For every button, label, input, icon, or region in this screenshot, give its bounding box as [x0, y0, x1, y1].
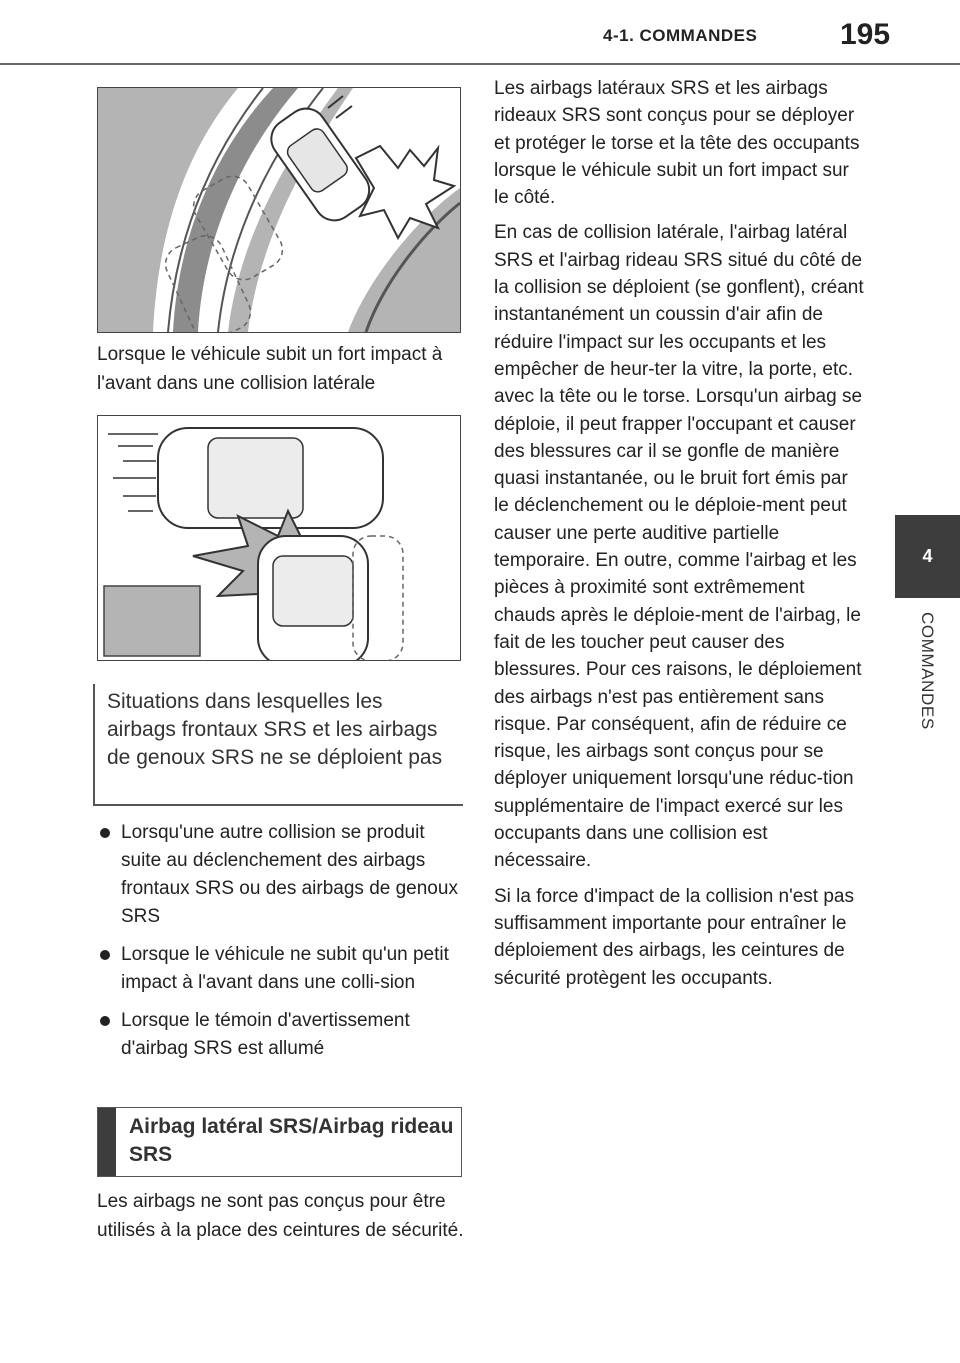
header-rule — [0, 63, 960, 65]
section-heading-text: Airbag latéral SRS/Airbag rideau SRS — [129, 1115, 454, 1166]
collision-illustration-1 — [98, 88, 460, 332]
section-heading-bar — [98, 1108, 116, 1176]
paragraph: Les airbags latéraux SRS et les airbags rideaux SRS sont conçus pour se déployer et protéger le torse et la tête des occupants lorsque le véhicule subit un fort impact sur le côté. — [494, 78, 860, 209]
list-item: Lorsque le témoin d'avertissement d'airbag SRS est allumé — [97, 1007, 467, 1063]
collision-illustration-2 — [98, 416, 460, 660]
section-title: 4-1. COMMANDES — [603, 26, 758, 45]
paragraph: Si la force d'impact de la collision n'est pas suffisamment importante pour entraîner le déploiement des airbags, les ceintures de sécurité protègent les occupants. — [494, 885, 854, 989]
list-item: Lorsqu'une autre collision se produit suite au déclenchement des airbags frontaux SRS ou des airbags de genoux SRS — [97, 819, 467, 931]
section-heading — [97, 1107, 462, 1177]
collision-figure-2 — [97, 415, 461, 661]
note-paragraph: Les airbags ne sont pas conçus pour être utilisés à la place des ceintures de sécurité. — [97, 1191, 464, 1241]
chapter-label-text: COMMANDES — [918, 612, 937, 730]
collision-figure-1 — [97, 87, 461, 333]
paragraph: En cas de collision latérale, l'airbag latéral SRS et l'airbag rideau SRS situé du côté de la collision se déploient (se gonflent), créant instantanément un coussin d'air afin de réduire l'impact sur les occupants et les empêcher de heur-ter la vitre, la porte, etc. avec la tête ou le torse. Lorsqu'un airbag se déploie, il peut frapper l'occupant et causer des blessures car il se gonfle de manière quasi instantanée, ou le bruit fort émis par le déclenchement ou le déploie-ment peut causer une perte auditive partielle temporaire. En outre, comme l'airbag et les pièces à proximité sont extrêmement chauds après le déploie-ment de l'airbag, le fait de les toucher peut causer des blessures. Pour ces raisons, le déploiement des airbags n'est pas entièrement sans risque. Par conséquent, afin de réduire ce risque, les airbags sont conçus pour se déployer uniquement lorsqu'une réduc-tion supplémentaire de l'impact exercé sur les occupants dans une collision est nécessaire. — [494, 222, 864, 872]
bullet-list — [97, 819, 467, 1073]
list-item: Lorsque le véhicule ne subit qu'un petit impact à l'avant dans une colli-sion — [97, 941, 467, 997]
chapter-tab[interactable]: 4 — [895, 515, 960, 598]
chapter-label — [910, 612, 944, 747]
figure-caption: Lorsque le véhicule subit un fort impact à l'avant dans une collision latérale — [97, 344, 443, 394]
subsection-box: Situations dans lesquelles les airbags frontaux SRS et les airbags de genoux SRS ne se déploient pas — [93, 684, 463, 806]
page-number: 195 — [840, 18, 891, 51]
right-column — [494, 75, 864, 1000]
